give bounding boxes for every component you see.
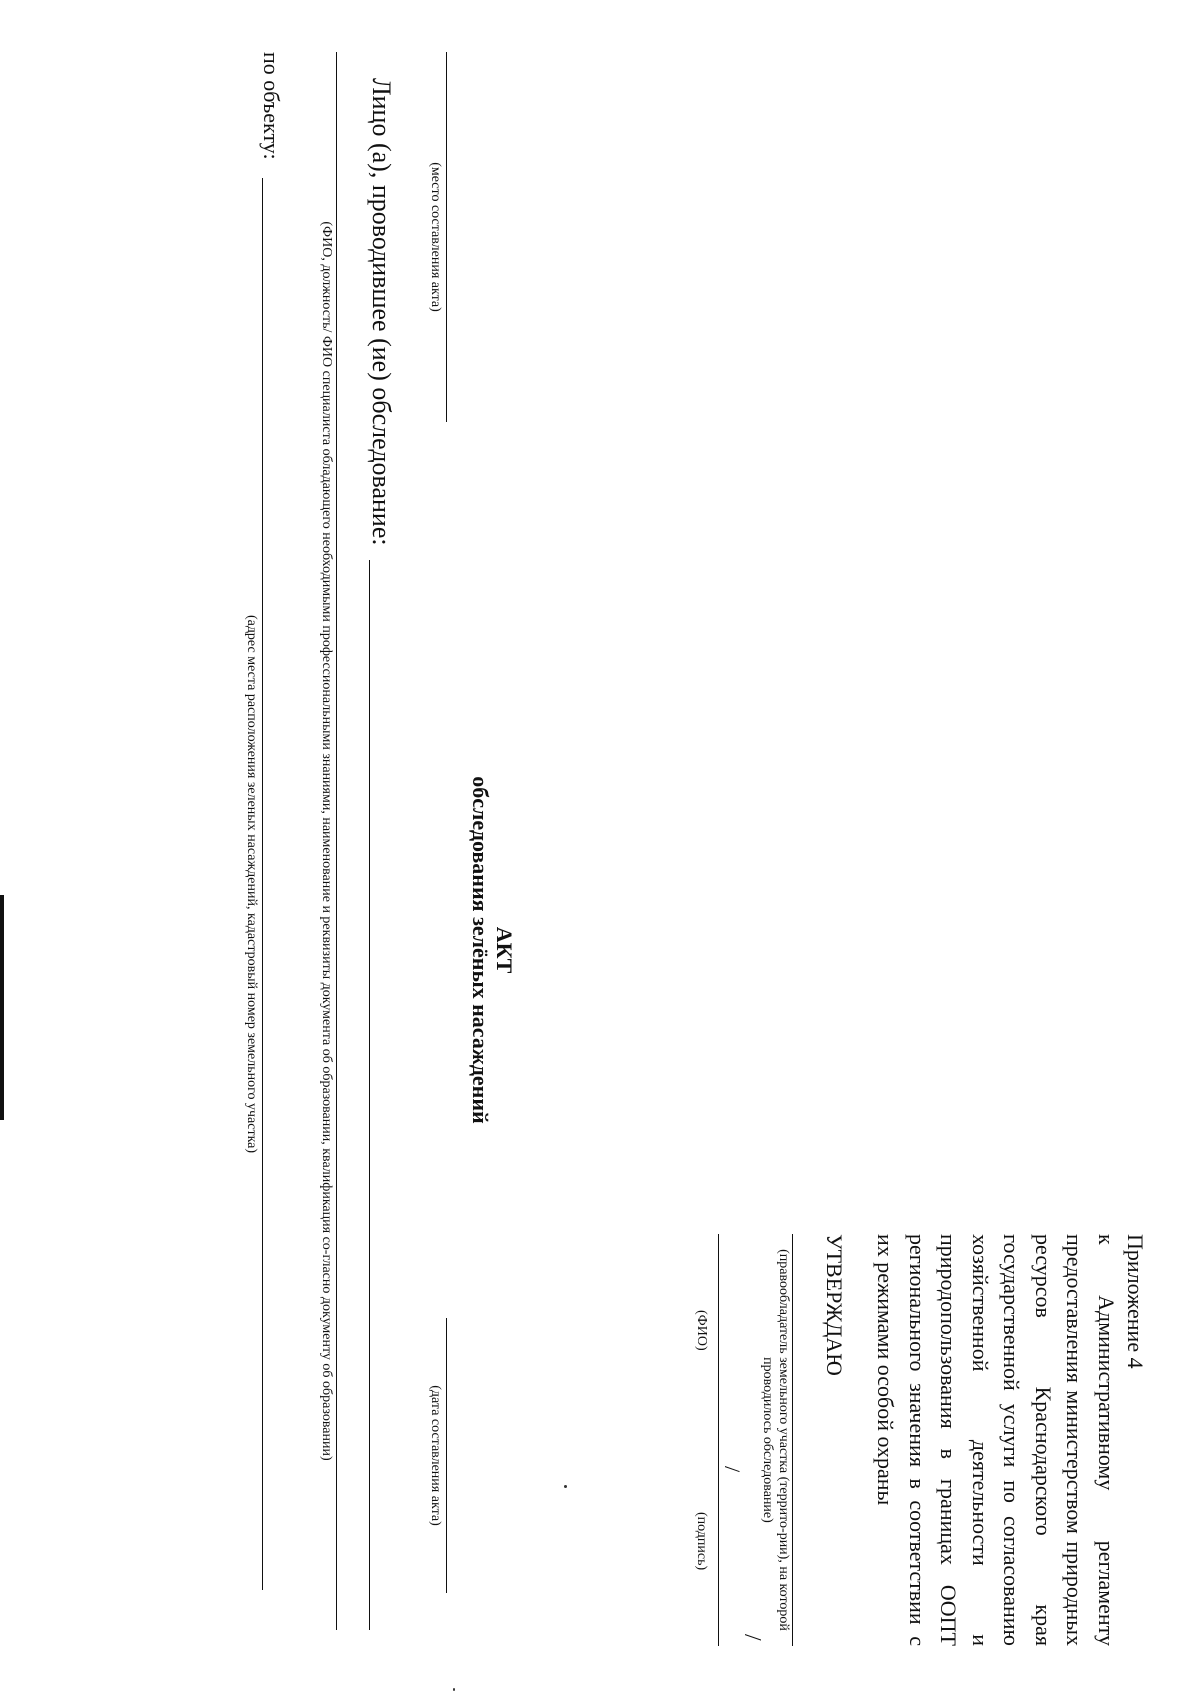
inspector-label: Лицо (а), проводившее (ие) обследование: — [367, 78, 396, 546]
date-line — [446, 1318, 447, 1593]
object-caption: (адрес места расположения зеленых насаждений, кадастровый номер земельного участка) — [244, 614, 259, 1154]
appendix-title: Приложение 4 — [1123, 1234, 1148, 1369]
place-line — [446, 52, 447, 422]
holder-line-row — [791, 1234, 821, 1646]
title-subtitle: обследования зелёных насаждений — [468, 776, 493, 1124]
inspector-line-1 — [369, 560, 370, 1630]
fio-caption: (ФИО) — [694, 1310, 709, 1351]
signature-caption: (подпись) — [694, 1512, 709, 1571]
holder-line — [792, 1234, 793, 1646]
scan-speck — [453, 1688, 455, 1691]
title-main: АКТ — [492, 926, 517, 974]
inspector-line-2 — [336, 52, 337, 1630]
date-caption: (дата составления акта) — [428, 1385, 443, 1526]
inspector-caption: (ФИО, должность/ ФИО специалиста обладающего необходимыми профессиональными знаниями, наименование и реквизиты документа об образовании, квалификация со-гласно документу об образовании) — [319, 221, 334, 1461]
signature-end-separator: / — [739, 1634, 765, 1641]
object-label: по объекту: — [259, 52, 284, 160]
holder-caption: (правообладатель земельного участка (террито-рии), на которой проводилось обследование) — [760, 1249, 791, 1631]
scan-speck — [564, 1485, 567, 1488]
approve-label: УТВЕРЖДАЮ — [822, 1234, 847, 1376]
place-caption: (место составления акта) — [428, 162, 443, 312]
signature-separator: / — [720, 1466, 745, 1473]
document-title — [468, 700, 516, 1200]
appendix-reference-text: к Административному регламенту предоставления министерством природных ресурсов Краснодарского края государственной услуги по согласованию хозяйственной деятельности и природопользования в границах ООПТ регионального значения в соответствии с их режимами особой охраны — [873, 1234, 1119, 1646]
signature-line — [718, 1234, 719, 1646]
object-line — [262, 178, 263, 1590]
signature-captions — [689, 1234, 709, 1646]
approval-block — [689, 1234, 1148, 1646]
signature-line-row — [709, 1234, 765, 1646]
